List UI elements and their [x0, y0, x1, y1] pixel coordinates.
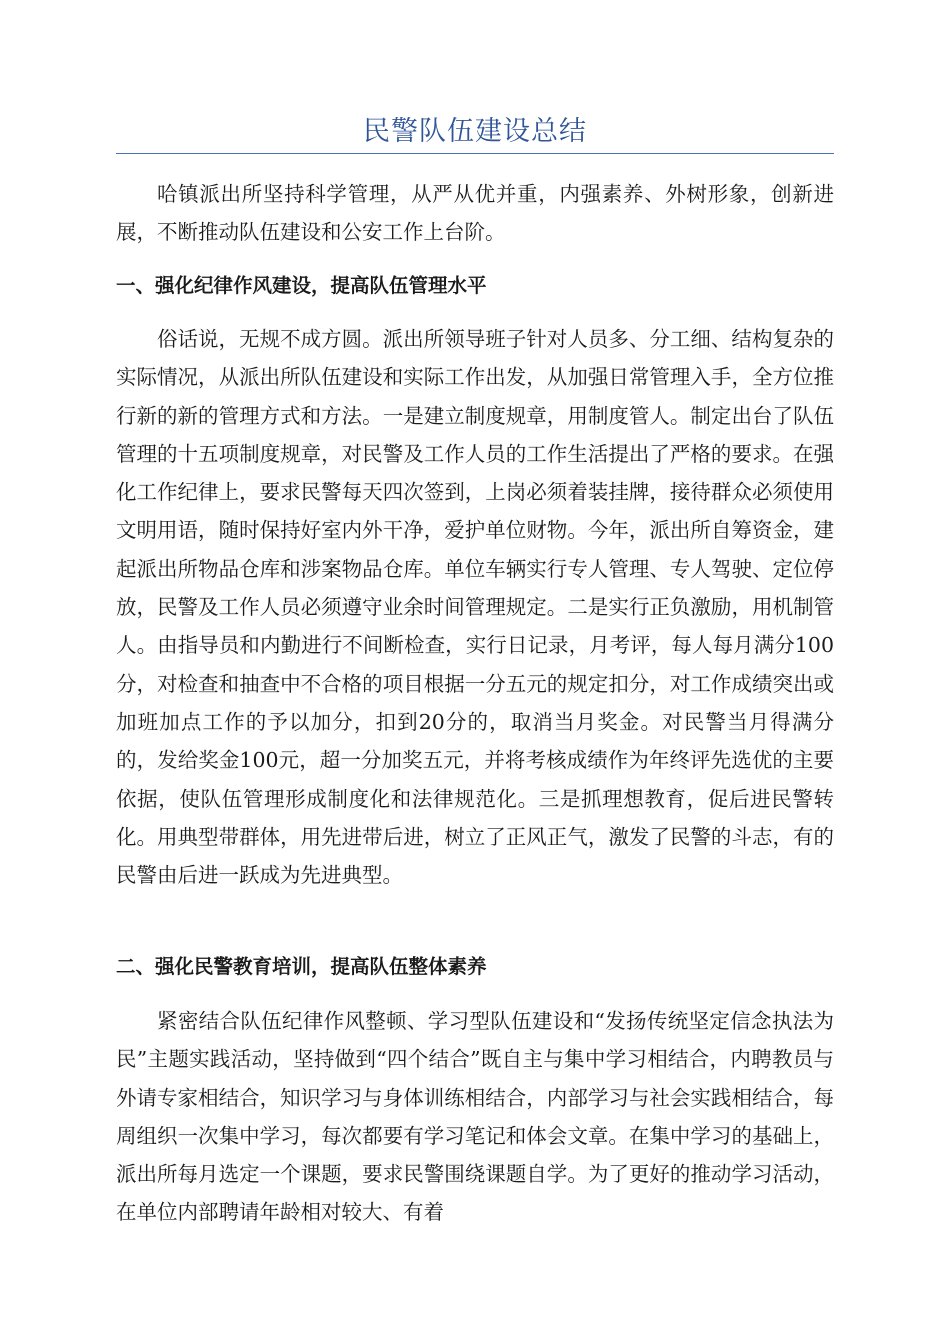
- section-paragraph-1: 俗话说，无规不成方圆。派出所领导班子针对人员多、分工细、结构复杂的实际情况，从派出所队伍建设和实际工作出发，从加强日常管理入手，全方位推行新的新的管理方式和方法。一是建立制度规章，用制度管人。制定出台了队伍管理的十五项制度规章，对民警及工作人员的工作生活提出了严格的要求。在强化工作纪律上，要求民警每天四次签到，上岗必须着装挂牌，接待群众必须使用文明用语，随时保持好室内外干净，爱护单位财物。今年，派出所自筹资金，建起派出所物品仓库和涉案物品仓库。单位车辆实行专人管理、专人驾驶、定位停放，民警及工作人员必须遵守业余时间管理规定。二是实行正负激励，用机制管人。由指导员和内勤进行不间断检查，实行日记录，月考评，每人每月满分100分，对检查和抽查中不合格的项目根据一分五元的规定扣分，对工作成绩突出或加班加点工作的予以加分，扣到20分的，取消当月奖金。对民警当月得满分的，发给奖金100元，超一分加奖五元，并将考核成绩作为年终评先选优的主要依据，使队伍管理形成制度化和法律规范化。三是抓理想教育，促后进民警转化。用典型带群体，用先进带后进，树立了正风正气，激发了民警的斗志，有的民警由后进一跃成为先进典型。: [116, 327, 834, 888]
- section-heading-2: 二、强化民警教育培训，提高队伍整体素养: [116, 955, 487, 978]
- intro-paragraph: 哈镇派出所坚持科学管理，从严从优并重，内强素养、外树形象，创新进展，不断推动队伍建设和公安工作上台阶。: [116, 182, 834, 245]
- section-heading-1: 一、强化纪律作风建设，提高队伍管理水平: [116, 274, 487, 297]
- title-underline: [116, 153, 834, 154]
- document-title: 民警队伍建设总结: [363, 116, 587, 147]
- section-paragraph-2: 紧密结合队伍纪律作风整顿、学习型队伍建设和“发扬传统坚定信念执法为民”主题实践活动，坚持做到“四个结合”既自主与集中学习相结合，内聘教员与外请专家相结合，知识学习与身体训练相结合，内部学习与社会实践相结合，每周组织一次集中学习，每次都要有学习笔记和体会文章。在集中学习的基础上，派出所每月选定一个课题，要求民警围绕课题自学。为了更好的推动学习活动，在单位内部聘请年龄相对较大、有着: [116, 1009, 834, 1225]
